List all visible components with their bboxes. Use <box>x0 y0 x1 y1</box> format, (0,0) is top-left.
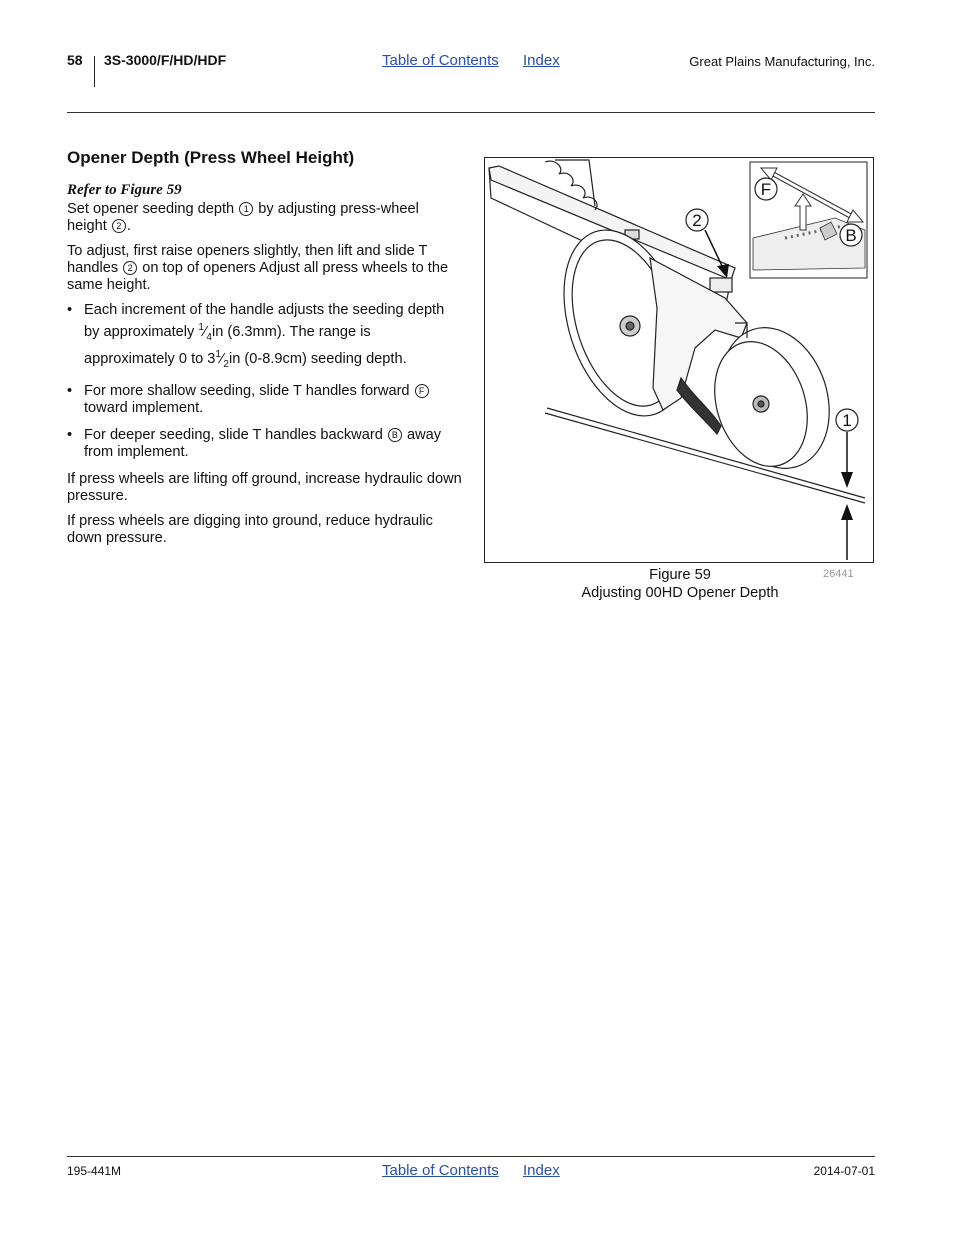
text: Set opener seeding depth <box>67 201 235 217</box>
text: on top of openers Adjust all press wheels to the same height. <box>67 260 449 293</box>
figure-reference: Refer to Figure 59 <box>67 182 182 198</box>
callout-b-marker: B <box>388 428 402 442</box>
page-number: 58 <box>67 52 83 68</box>
figure-caption-number: Figure 59 <box>649 567 711 583</box>
text: To adjust, first raise openers slightly, then lift and slide T handles <box>67 243 428 276</box>
text: in (6.3mm). The range is approximately 0 to 3 <box>84 323 371 367</box>
callout-1-label: 1 <box>842 411 852 430</box>
paragraph-adjust <box>67 243 462 294</box>
fraction-half: $^1⁄_2$ <box>215 348 229 370</box>
bullet-shallow <box>67 383 462 417</box>
bullet-list <box>67 302 462 461</box>
t-handle-block <box>710 278 732 292</box>
revision-date: 2014-07-01 <box>813 1164 875 1178</box>
fraction-quarter: $^1⁄_4$ <box>198 322 212 343</box>
callout-1 <box>836 409 858 560</box>
header-divider <box>94 56 95 87</box>
callout-b-label: B <box>845 226 857 245</box>
body-column <box>67 148 462 555</box>
callout-f-label: F <box>760 180 772 199</box>
model-title: 3S-3000/F/HD/HDF <box>104 52 227 68</box>
figure-caption-title: Adjusting 00HD Opener Depth <box>581 585 779 601</box>
figure-caption <box>484 566 876 602</box>
callout-f-marker: F <box>415 384 429 398</box>
callout-2-label: 2 <box>692 211 702 230</box>
paragraph-digging: If press wheels are digging into ground, reduce hydraulic down pressure. <box>67 512 433 546</box>
section-title: Opener Depth (Press Wheel Height) <box>67 148 355 167</box>
text: For more shallow seeding, slide T handles forward <box>84 382 410 399</box>
callout-1-marker: 1 <box>239 202 253 216</box>
toc-link-header[interactable]: Table of Contents <box>382 52 499 69</box>
callout-2-marker: 2 <box>123 261 137 275</box>
header-rule <box>67 112 875 113</box>
index-link-footer[interactable]: Index <box>523 1162 560 1179</box>
text: by adjusting press-wheel height <box>67 201 419 234</box>
frac-num: 1 <box>198 322 204 333</box>
text: Each increment of the handle adjusts the seeding depth by approximately <box>84 302 445 340</box>
document-number: 195-441M <box>67 1164 122 1178</box>
bullet-increment <box>67 302 462 373</box>
paragraph-depth <box>67 201 462 235</box>
text: For deeper seeding, slide T handles backward <box>84 426 383 443</box>
text: in (0-8.9cm) seeding depth. <box>228 350 407 367</box>
opener-illustration <box>485 158 873 562</box>
index-link-header[interactable]: Index <box>523 52 560 69</box>
paragraph-lifting: If press wheels are lifting off ground, increase hydraulic down pressure. <box>67 470 462 504</box>
text: away from implement. <box>84 426 442 460</box>
frac-den: 4 <box>206 331 212 343</box>
bullet-deeper <box>67 427 462 461</box>
text: toward implement. <box>84 399 204 416</box>
text: . <box>126 218 131 234</box>
frac-den: 2 <box>223 358 229 370</box>
toc-link-footer[interactable]: Table of Contents <box>382 1162 499 1179</box>
figure-frame <box>484 157 874 563</box>
company-name: Great Plains Manufacturing, Inc. <box>689 54 875 69</box>
callout-2-marker: 2 <box>112 219 126 233</box>
frac-num: 1 <box>215 348 221 360</box>
footer-rule <box>67 1156 875 1157</box>
figure-art-number: 26441 <box>823 568 854 580</box>
